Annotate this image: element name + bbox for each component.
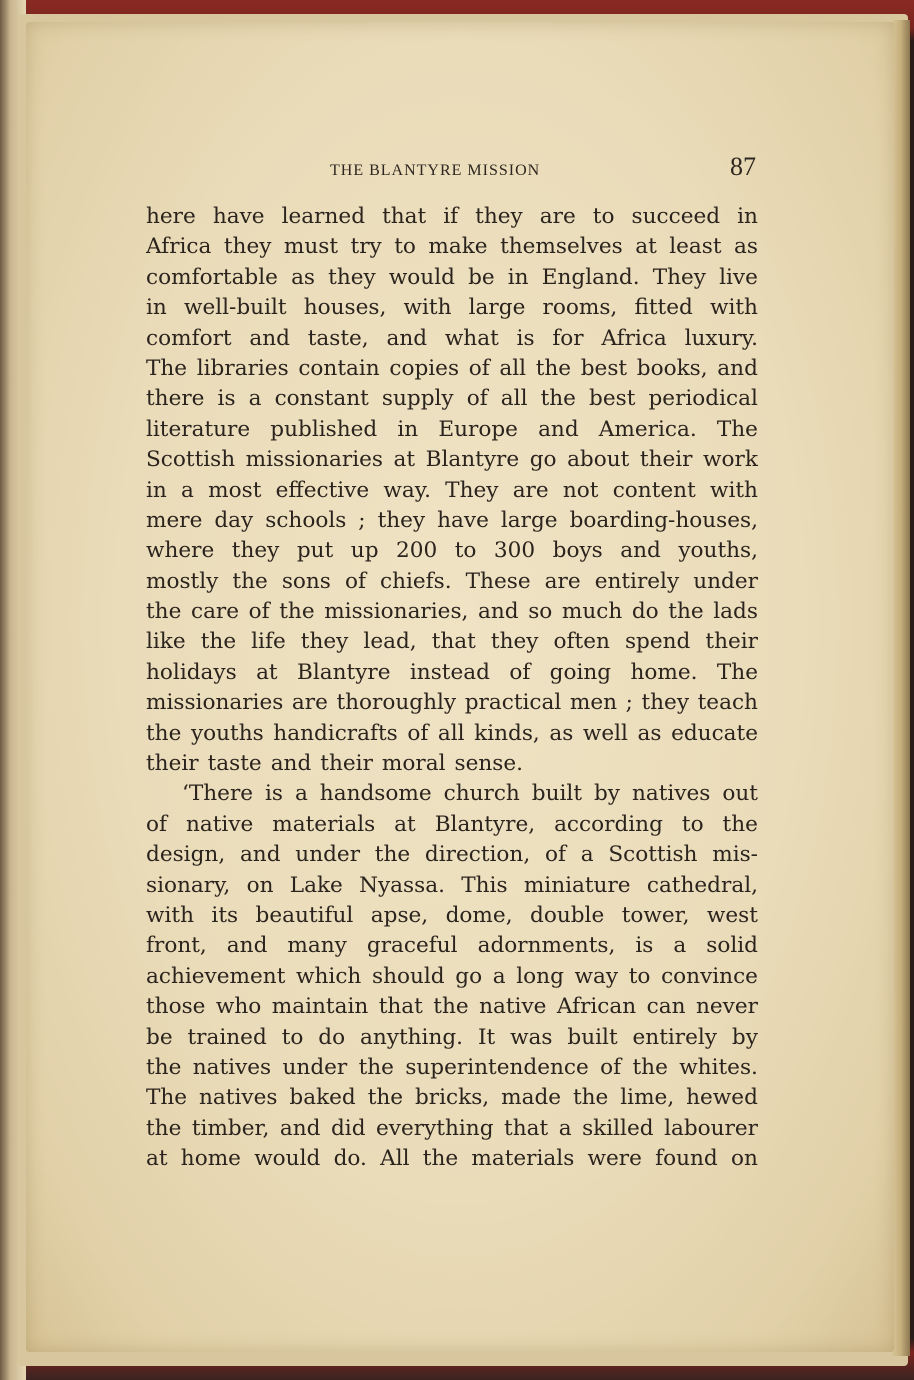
text-line: achievement which should go a long way to convince <box>146 963 758 989</box>
text-line: The natives baked the bricks, made the lime, hewed <box>146 1085 758 1111</box>
text-line: missionaries are thoroughly practical men ; they teach <box>146 690 758 716</box>
text-line: in a most effective way. They are not content with <box>146 477 758 503</box>
text-line: ‘There is a handsome church built by natives out <box>182 781 758 807</box>
text-line: like the life they lead, that they often spend their <box>146 629 758 655</box>
text-line: in well-built houses, with large rooms, fitted with <box>146 295 758 321</box>
text-line: those who maintain that the native African can never <box>146 994 758 1020</box>
body-text <box>146 202 758 1175</box>
text-line: the timber, and did everything that a skilled labourer <box>146 1115 758 1141</box>
page-edges-right <box>892 20 910 1356</box>
page-number: 87 <box>730 152 756 181</box>
text-line: of native materials at Blantyre, according to the <box>146 811 758 837</box>
text-line: with its beautiful apse, dome, double tower, west <box>146 902 758 928</box>
running-head: THE BLANTYRE MISSION <box>330 162 541 179</box>
text-line: their taste and their moral sense. <box>146 751 523 777</box>
text-line: there is a constant supply of all the best periodical <box>146 386 758 412</box>
page-header <box>148 150 762 190</box>
text-line: Scottish missionaries at Blantyre go about their work <box>146 447 758 473</box>
text-line: front, and many graceful adornments, is a solid <box>146 933 758 959</box>
text-line: holidays at Blantyre instead of going home. The <box>146 659 758 685</box>
text-line: comfortable as they would be in England. They live <box>146 264 758 290</box>
text-line: comfort and taste, and what is for Africa luxury. <box>146 325 758 351</box>
text-line: the care of the missionaries, and so much do the lads <box>146 599 758 625</box>
text-line: be trained to do anything. It was built entirely by <box>146 1024 758 1050</box>
text-line: sionary, on Lake Nyassa. This miniature cathedral, <box>146 872 758 898</box>
text-line: the natives under the superintendence of the whites. <box>146 1054 758 1080</box>
text-line: at home would do. All the materials were found on <box>146 1146 758 1172</box>
text-line: the youths handicrafts of all kinds, as well as educate <box>146 720 758 746</box>
text-line: Africa they must try to make themselves at least as <box>146 234 758 260</box>
text-line: The libraries contain copies of all the best books, and <box>146 355 758 381</box>
text-line: mere day schools ; they have large boarding-houses, <box>146 507 758 533</box>
text-line: mostly the sons of chiefs. These are entirely under <box>146 568 758 594</box>
text-line: literature published in Europe and America. The <box>146 416 758 442</box>
text-line: where they put up 200 to 300 boys and youths, <box>146 538 758 564</box>
text-line: here have learned that if they are to succeed in <box>146 204 758 229</box>
text-line: design, and under the direction, of a Scottish mis- <box>146 842 758 868</box>
